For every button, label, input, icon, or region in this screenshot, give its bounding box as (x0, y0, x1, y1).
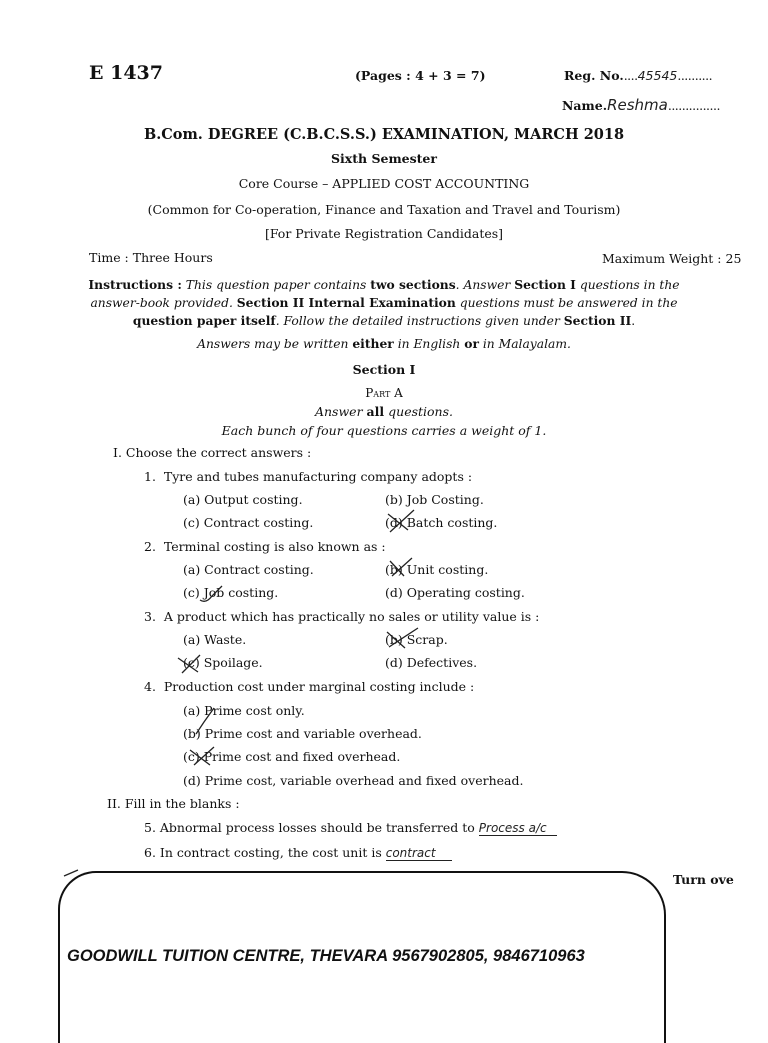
q1-option-d: (d) Batch costing. (385, 515, 498, 530)
instructions-label: Instructions : (88, 277, 182, 292)
q1-option-a: (a) Output costing. (183, 492, 303, 507)
name-field: Name.Reshma............... (562, 96, 720, 114)
q4-option-c: (c) Prime cost and fixed overhead. (183, 749, 401, 764)
q6-handwritten-answer: contract (386, 846, 452, 861)
weight-note: Each bunch of four questions carries a weight of 1. (221, 423, 547, 438)
q4-option-a: (a) Prime cost only. (183, 703, 305, 718)
instructions-line-3: question paper itself. Follow the detailed instructions given under Section II. (132, 313, 636, 328)
q4-option-b: (b) Prime cost and variable overhead. (183, 726, 422, 741)
q3-option-a: (a) Waste. (183, 632, 247, 647)
exam-title: B.Com. DEGREE (C.B.C.S.S.) EXAMINATION, MARCH 2018 (143, 126, 625, 143)
question-1: 1. Tyre and tubes manufacturing company adopts : (144, 469, 473, 484)
answer-all-note: Answer all questions. (314, 404, 453, 419)
instructions-line-2: answer-book provided. Section II Internal Examination questions must be answered in the (90, 295, 678, 310)
q4-option-d: (d) Prime cost, variable overhead and fixed overhead. (183, 773, 524, 788)
q3-cross-mark (387, 628, 418, 648)
instructions-line-1: Instructions : This question paper contains two sections. Answer Section I questions in the (88, 277, 680, 292)
language-note: Answers may be written either in English or in Malayalam. (197, 336, 571, 351)
q3-option-b: (b) Scrap. (385, 632, 448, 647)
q4-cross-mark (190, 747, 214, 765)
part-1-heading: I. Choose the correct answers : (113, 445, 312, 460)
question-5: 5. Abnormal process losses should be transferred to Process a/c (144, 820, 557, 836)
q1-cross-mark (388, 510, 414, 532)
course-name: Core Course – APPLIED COST ACCOUNTING (238, 176, 530, 191)
question-3: 3. A product which has practically no sales or utility value is : (144, 609, 540, 624)
name-value: Reshma (607, 96, 668, 114)
q1-option-b: (b) Job Costing. (385, 492, 484, 507)
paper-code: E 1437 (89, 62, 163, 84)
q2-option-b: (b) Unit costing. (385, 562, 489, 577)
part-2-heading: II. Fill in the blanks : (107, 796, 240, 811)
q2-option-d: (d) Operating costing. (385, 585, 525, 600)
footer-text: GOODWILL TUITION CENTRE, THEVARA 9567902805, 9846710963 (67, 947, 585, 965)
question-4: 4. Production cost under marginal costing include : (144, 679, 475, 694)
max-weight: Maximum Weight : 25 (602, 251, 742, 266)
q2-option-c: (c) Job costing. (183, 585, 279, 600)
q2-tick-mark (200, 586, 222, 601)
q4-tick-mark (196, 708, 214, 734)
q3-option-c: (c) Spoilage. (183, 655, 263, 670)
stray-pen-mark (64, 870, 78, 876)
name-label: Name. (562, 98, 608, 113)
q1-option-c: (c) Contract costing. (183, 515, 314, 530)
private-note: [For Private Registration Candidates] (264, 226, 504, 241)
turn-over: Turn ove (673, 872, 734, 887)
part-title: Part A (365, 386, 403, 400)
time-allowed: Time : Three Hours (89, 250, 213, 265)
section-title: Section I (352, 362, 416, 377)
q2-cross-mark (390, 558, 412, 576)
page-count: (Pages : 4 + 3 = 7) (355, 68, 486, 83)
q2-option-a: (a) Contract costing. (183, 562, 314, 577)
question-6: 6. In contract costing, the cost unit is contract (144, 845, 452, 861)
question-2: 2. Terminal costing is also known as : (144, 539, 386, 554)
q3c-cross-mark (178, 655, 200, 673)
common-note: (Common for Co-operation, Finance and Taxation and Travel and Tourism) (147, 202, 621, 217)
q5-handwritten-answer: Process a/c (479, 821, 557, 836)
semester: Sixth Semester (331, 151, 437, 166)
reg-no-field: Reg. No.....45545.......... (564, 68, 713, 83)
q3-option-d: (d) Defectives. (385, 655, 478, 670)
reg-no-value: 45545 (637, 68, 678, 83)
reg-no-label: Reg. No. (564, 68, 624, 83)
